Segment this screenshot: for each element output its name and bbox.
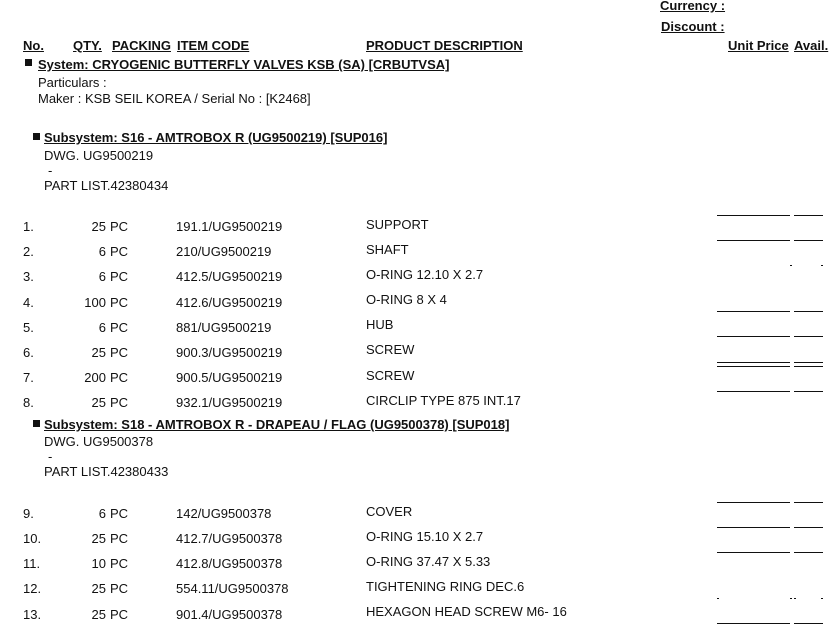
row-item-code: 412.8/UG9500378 xyxy=(176,556,283,571)
row-packing: PC xyxy=(110,345,129,360)
avail-dot xyxy=(794,598,796,599)
unit-price-line xyxy=(717,336,790,337)
row-item-code: 900.3/UG9500219 xyxy=(176,345,283,360)
row-packing: PC xyxy=(110,531,129,546)
particulars-label: Particulars : xyxy=(38,75,107,90)
row-qty: 25 xyxy=(91,345,106,360)
row-description: HEXAGON HEAD SCREW M6- 16 xyxy=(366,604,567,619)
row-item-code: 881/UG9500219 xyxy=(176,320,272,335)
avail-line xyxy=(794,362,823,363)
row-qty: 25 xyxy=(91,581,106,596)
row-description: SCREW xyxy=(366,368,415,383)
unit-price-line xyxy=(717,366,790,367)
row-qty: 100 xyxy=(84,295,106,310)
subsystem-bullet-icon xyxy=(33,420,40,427)
row-packing: PC xyxy=(110,295,129,310)
avail-line xyxy=(794,623,823,624)
row-packing: PC xyxy=(110,581,129,596)
col-item-code-header: ITEM CODE xyxy=(177,38,250,53)
row-item-code: 901.4/UG9500378 xyxy=(176,607,283,622)
row-qty: 200 xyxy=(84,370,106,385)
row-number: 10. xyxy=(23,531,42,546)
drawing-number: DWG. UG9500219 xyxy=(44,148,154,163)
col-avail-header: Avail. xyxy=(794,38,829,53)
row-qty: 6 xyxy=(98,244,106,259)
row-packing: PC xyxy=(110,395,129,410)
drawing-dash: - xyxy=(48,449,53,464)
unit-price-line xyxy=(717,502,790,503)
subsystem-title: Subsystem: S16 - AMTROBOX R (UG9500219) [SUP016] xyxy=(44,130,388,145)
avail-dot xyxy=(821,265,823,266)
row-item-code: 142/UG9500378 xyxy=(176,506,272,521)
currency-label: Currency : xyxy=(660,0,726,13)
row-description: SHAFT xyxy=(366,242,409,257)
avail-line xyxy=(794,391,823,392)
row-description: COVER xyxy=(366,504,413,519)
row-packing: PC xyxy=(110,556,129,571)
row-item-code: 412.5/UG9500219 xyxy=(176,269,283,284)
avail-line xyxy=(794,240,823,241)
row-item-code: 412.7/UG9500378 xyxy=(176,531,283,546)
part-list-number: PART LIST.42380434 xyxy=(44,178,169,193)
system-title: System: CRYOGENIC BUTTERFLY VALVES KSB (SA) [CRBUTVSA] xyxy=(38,57,450,72)
row-packing: PC xyxy=(110,269,129,284)
drawing-dash: - xyxy=(48,163,53,178)
row-description: TIGHTENING RING DEC.6 xyxy=(366,579,525,594)
row-packing: PC xyxy=(110,320,129,335)
row-item-code: 412.6/UG9500219 xyxy=(176,295,283,310)
avail-line xyxy=(794,502,823,503)
subsystem-bullet-icon xyxy=(33,133,40,140)
row-qty: 25 xyxy=(91,531,106,546)
row-number: 8. xyxy=(23,395,34,410)
system-bullet-icon xyxy=(25,59,32,66)
unit-price-line xyxy=(717,623,790,624)
row-number: 6. xyxy=(23,345,34,360)
row-qty: 6 xyxy=(98,269,106,284)
unit-price-line xyxy=(717,391,790,392)
row-qty: 25 xyxy=(91,607,106,622)
row-number: 9. xyxy=(23,506,34,521)
avail-line xyxy=(794,527,823,528)
unit-price-line xyxy=(717,552,790,553)
row-item-code: 932.1/UG9500219 xyxy=(176,395,283,410)
part-list-number: PART LIST.42380433 xyxy=(44,464,169,479)
row-description: HUB xyxy=(366,317,394,332)
row-item-code: 191.1/UG9500219 xyxy=(176,219,283,234)
unit-price-dot xyxy=(717,598,719,599)
row-number: 2. xyxy=(23,244,34,259)
row-description: O-RING 37.47 X 5.33 xyxy=(366,554,491,569)
avail-dot xyxy=(821,598,823,599)
col-packing-header: PACKING xyxy=(112,38,171,53)
row-qty: 25 xyxy=(91,395,106,410)
row-packing: PC xyxy=(110,219,129,234)
row-description: O-RING 12.10 X 2.7 xyxy=(366,267,484,282)
row-number: 13. xyxy=(23,607,42,622)
discount-label: Discount : xyxy=(661,19,725,34)
row-packing: PC xyxy=(110,244,129,259)
row-number: 3. xyxy=(23,269,34,284)
unit-price-line xyxy=(717,240,790,241)
avail-line xyxy=(794,336,823,337)
row-number: 4. xyxy=(23,295,34,310)
row-description: SUPPORT xyxy=(366,217,429,232)
row-description: CIRCLIP TYPE 875 INT.17 xyxy=(366,393,521,408)
unit-price-line xyxy=(717,362,790,363)
row-packing: PC xyxy=(110,607,129,622)
unit-price-line xyxy=(717,311,790,312)
unit-price-dot xyxy=(790,598,792,599)
row-item-code: 900.5/UG9500219 xyxy=(176,370,283,385)
row-qty: 10 xyxy=(91,556,106,571)
row-item-code: 210/UG9500219 xyxy=(176,244,272,259)
row-qty: 6 xyxy=(98,320,106,335)
unit-price-dot xyxy=(790,265,792,266)
unit-price-line xyxy=(717,527,790,528)
drawing-number: DWG. UG9500378 xyxy=(44,434,154,449)
row-number: 7. xyxy=(23,370,34,385)
col-qty-header: QTY. xyxy=(73,38,102,53)
row-description: O-RING 15.10 X 2.7 xyxy=(366,529,484,544)
subsystem-title: Subsystem: S18 - AMTROBOX R - DRAPEAU / FLAG (UG9500378) [SUP018] xyxy=(44,417,510,432)
row-qty: 6 xyxy=(98,506,106,521)
row-number: 12. xyxy=(23,581,42,596)
row-number: 1. xyxy=(23,219,34,234)
col-unit-price-header: Unit Price xyxy=(728,38,789,53)
col-description-header: PRODUCT DESCRIPTION xyxy=(366,38,523,53)
col-no-header: No. xyxy=(23,38,44,53)
row-qty: 25 xyxy=(91,219,106,234)
row-item-code: 554.11/UG9500378 xyxy=(176,581,289,596)
row-description: O-RING 8 X 4 xyxy=(366,292,447,307)
row-description: SCREW xyxy=(366,342,415,357)
avail-line xyxy=(794,552,823,553)
avail-line xyxy=(794,215,823,216)
row-packing: PC xyxy=(110,506,129,521)
row-number: 11. xyxy=(23,556,41,571)
avail-line xyxy=(794,311,823,312)
avail-line xyxy=(794,366,823,367)
unit-price-line xyxy=(717,215,790,216)
maker-serial-line: Maker : KSB SEIL KOREA / Serial No : [K2468] xyxy=(38,91,311,106)
row-number: 5. xyxy=(23,320,34,335)
row-packing: PC xyxy=(110,370,129,385)
